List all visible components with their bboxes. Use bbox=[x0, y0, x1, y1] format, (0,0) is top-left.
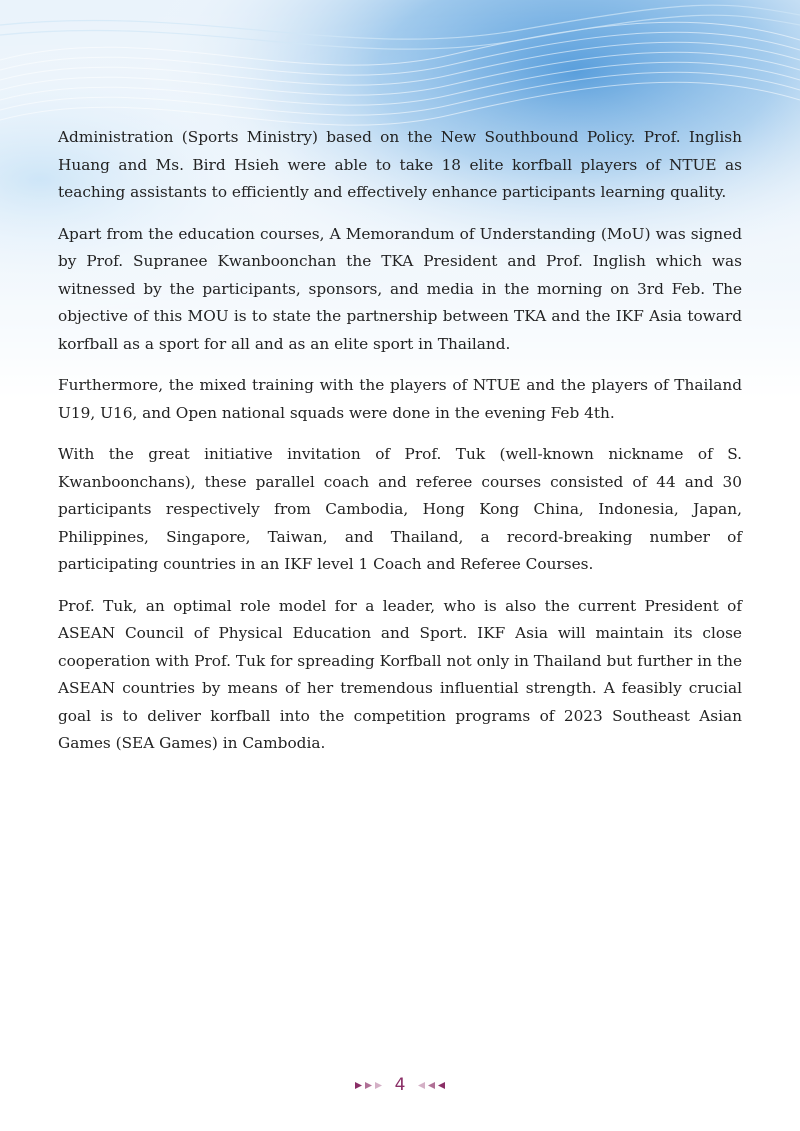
triple-left-arrow-icon bbox=[417, 1081, 446, 1090]
page-number: 4 bbox=[394, 1075, 406, 1095]
triple-right-arrow-icon bbox=[354, 1081, 383, 1090]
paragraph-1: Administration (Sports Ministry) based on the New Southbound Policy. Prof. Inglish Huang and Ms. Bird Hsieh were able to take 18 elite korfball players of NTUE as teaching assistants to efficiently and effectively enhance participants learning quality. bbox=[58, 128, 742, 201]
page-footer bbox=[0, 1073, 800, 1097]
paragraph-2: Apart from the education courses, A Memorandum of Understanding (MoU) was signed by Prof. Supranee Kwanboonchan the TKA President and Prof. Inglish which was witnessed by the participants, sponsors, and media in the morning on 3rd Feb. The objective of this MOU is to state the partnership between TKA and the IKF Asia toward korfball as a sport for all and as an elite sport in Thailand. bbox=[58, 224, 742, 353]
paragraph-4: With the great initiative invitation of Prof. Tuk (well-known nickname of S. Kwanboonchans), these parallel coach and referee courses consisted of 44 and 30 participants respectively from Cambodia, Hong Kong China, Indonesia, Japan, Philippines, Singapore, Taiwan, and Thailand, a record-breaking number of participating countries in an IKF level 1 Coach and Referee Courses. bbox=[58, 445, 742, 573]
paragraph-3: Furthermore, the mixed training with the players of NTUE and the players of Thailand U19, U16, and Open national squads were done in the evening Feb 4th. bbox=[58, 376, 742, 422]
paragraph-5: Prof. Tuk, an optimal role model for a leader, who is also the current President of ASEAN Council of Physical Education and Sport. IKF Asia will maintain its close cooperation with Prof. Tuk for spreading Korfball not only in Thailand but further in the ASEAN countries by means of her tremendous influential strength. A feasibly crucial goal is to deliver korfball into the competition programs of 2023 Southeast Asian Games (SEA Games) in Cambodia. bbox=[58, 596, 742, 752]
article-body bbox=[58, 124, 742, 772]
